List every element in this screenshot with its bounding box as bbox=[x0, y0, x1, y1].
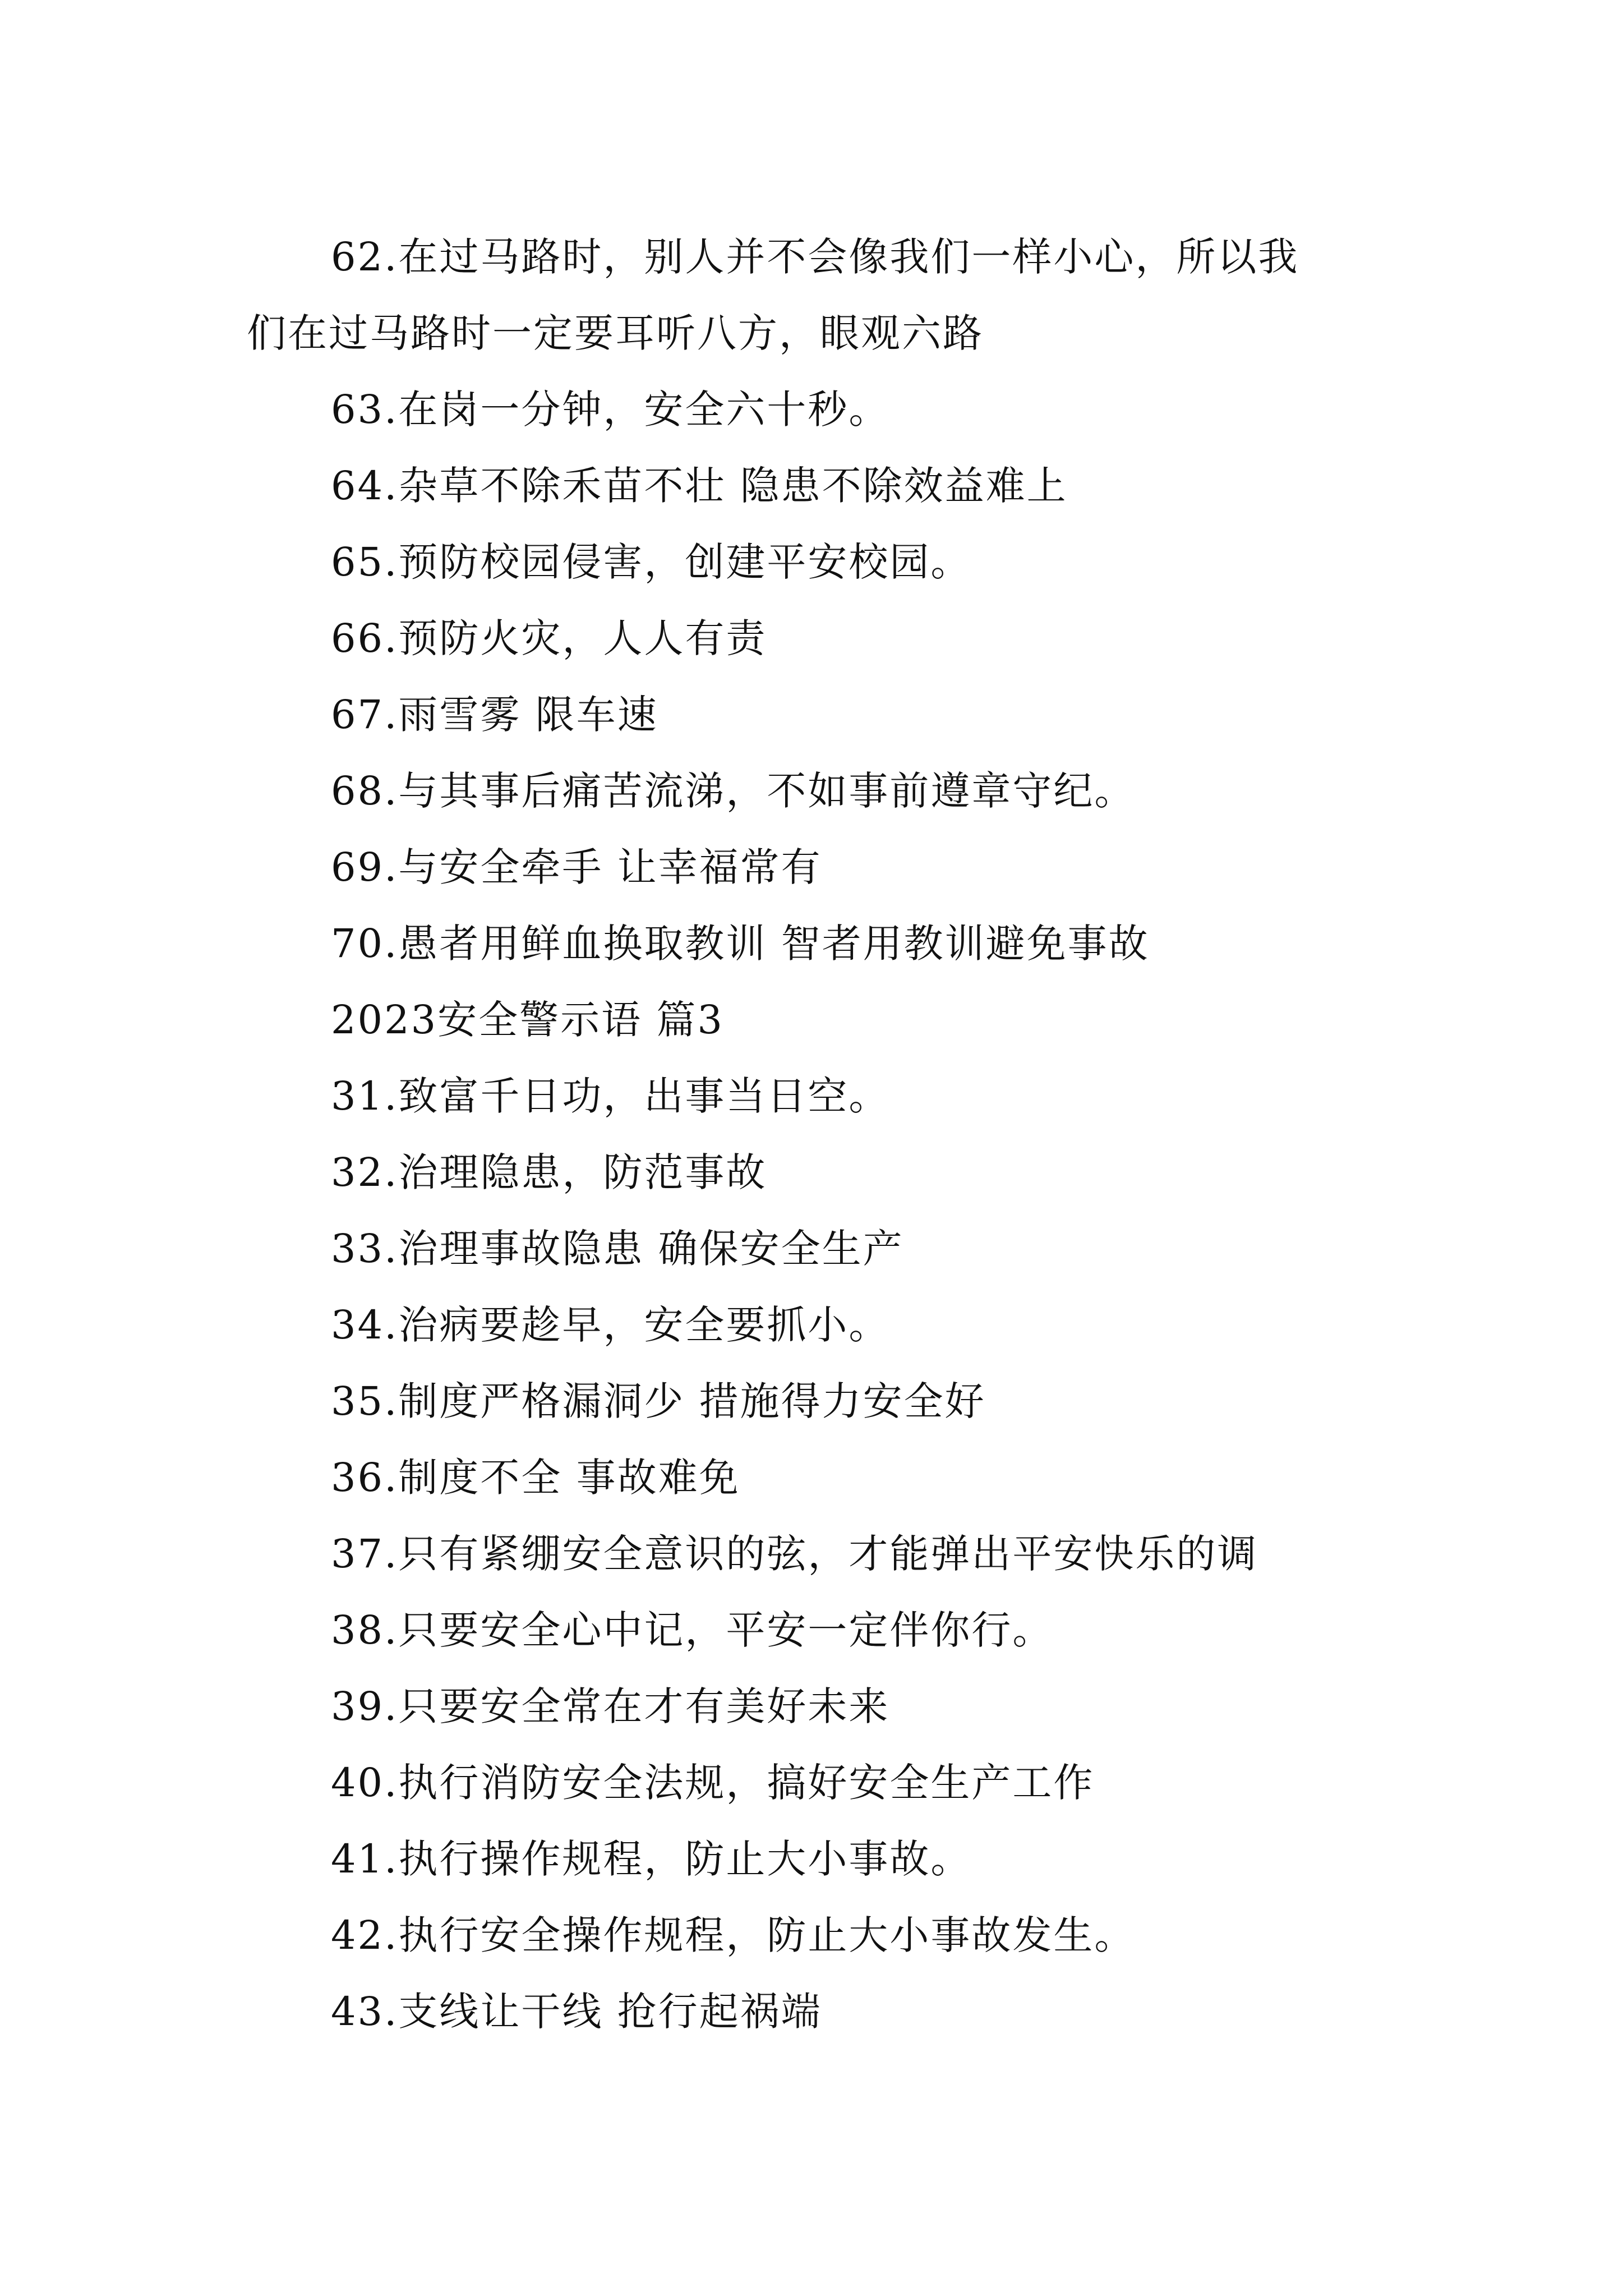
section-heading: 2023安全警示语 篇3 bbox=[331, 997, 724, 1043]
slogan-line-64: 64.杂草不除禾苗不壮 隐患不除效益难上 bbox=[331, 463, 1068, 509]
slogan-line-41: 41.执行操作规程，防止大小事故。 bbox=[331, 1836, 972, 1882]
slogan-line-36: 36.制度不全 事故难免 bbox=[331, 1455, 740, 1501]
slogan-line-38: 38.只要安全心中记，平安一定伴你行。 bbox=[331, 1607, 1054, 1653]
slogan-line-65: 65.预防校园侵害，创建平安校园。 bbox=[331, 539, 972, 585]
slogan-line-31: 31.致富千日功，出事当日空。 bbox=[331, 1073, 890, 1119]
slogan-line-62-continued: 们在过马路时一定要耳听八方，眼观六路 bbox=[247, 310, 984, 356]
slogan-line-33: 33.治理事故隐患 确保安全生产 bbox=[331, 1226, 904, 1272]
slogan-line-32: 32.治理隐患，防范事故 bbox=[331, 1149, 767, 1195]
slogan-line-62: 62.在过马路时，别人并不会像我们一样小心，所以我 bbox=[331, 234, 1299, 280]
document-body bbox=[247, 219, 1402, 2050]
slogan-line-39: 39.只要安全常在才有美好未来 bbox=[331, 1683, 890, 1729]
slogan-line-42: 42.执行安全操作规程，防止大小事故发生。 bbox=[331, 1912, 1136, 1958]
slogan-line-69: 69.与安全牵手 让幸福常有 bbox=[331, 844, 822, 890]
slogan-line-70: 70.愚者用鲜血换取教训 智者用教训避免事故 bbox=[331, 921, 1150, 967]
slogan-line-66: 66.预防火灾，人人有责 bbox=[331, 615, 767, 661]
slogan-line-37: 37.只有紧绷安全意识的弦，才能弹出平安快乐的调 bbox=[331, 1531, 1258, 1577]
slogan-line-67: 67.雨雪雾 限车速 bbox=[331, 692, 658, 738]
slogan-line-34: 34.治病要趁早，安全要抓小。 bbox=[331, 1302, 890, 1348]
slogan-line-43: 43.支线让干线 抢行起祸端 bbox=[331, 1989, 822, 2035]
slogan-line-35: 35.制度严格漏洞少 措施得力安全好 bbox=[331, 1378, 986, 1424]
slogan-line-63: 63.在岗一分钟，安全六十秒。 bbox=[331, 386, 890, 432]
slogan-line-40: 40.执行消防安全法规，搞好安全生产工作 bbox=[331, 1760, 1095, 1806]
slogan-line-68: 68.与其事后痛苦流涕，不如事前遵章守纪。 bbox=[331, 768, 1136, 814]
